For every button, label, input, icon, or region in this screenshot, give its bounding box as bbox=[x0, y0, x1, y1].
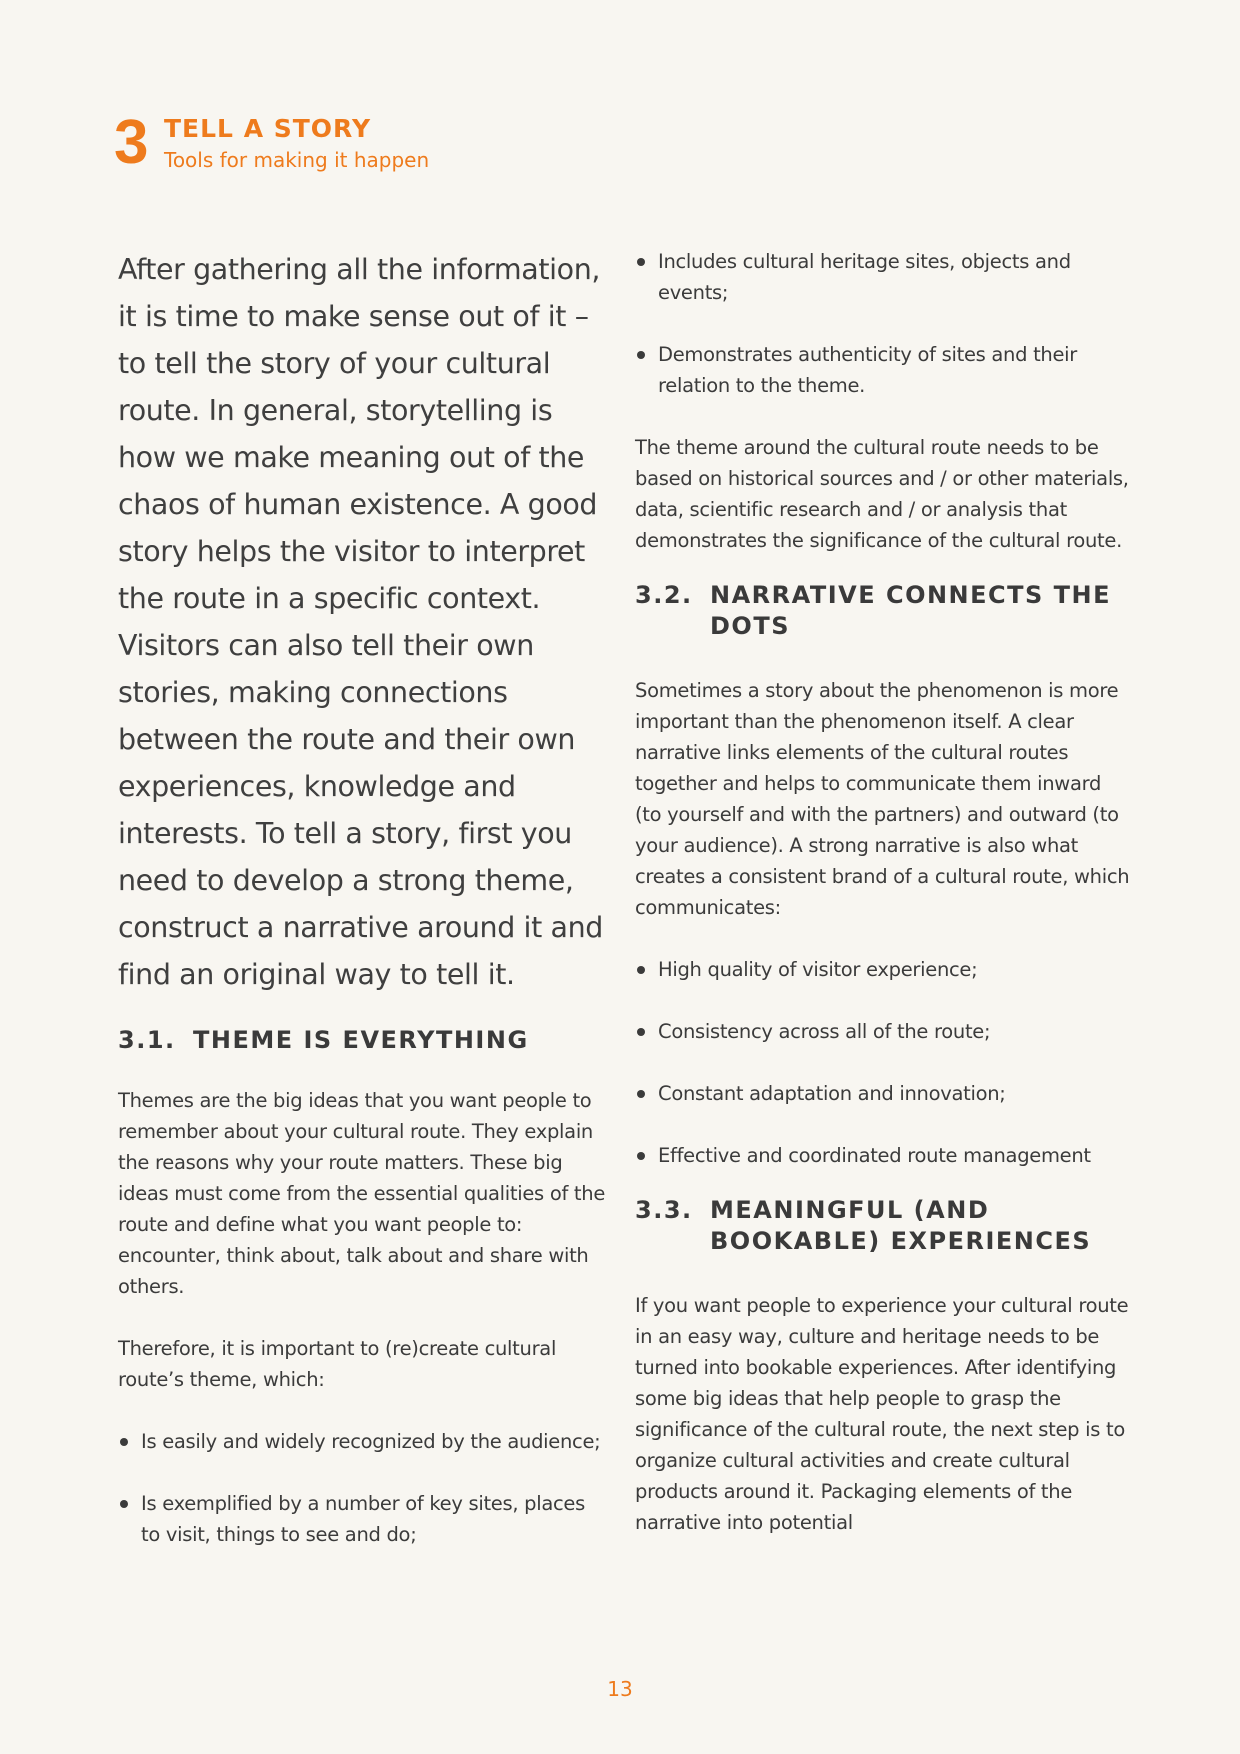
bullet-icon bbox=[637, 258, 645, 266]
left-column bbox=[118, 246, 608, 1550]
section-number: 3.1. bbox=[118, 1026, 176, 1054]
section-number: 3.2. bbox=[635, 581, 693, 609]
intro-paragraph: After gathering all the information, it is time to make sense out of it – to tell the story of your cultural route. In general, storytelling is how we make meaning out of the chaos of human existence. A good story helps the visitor to interpret the route in a specific context. Visitors can also tell their own stories, making connections between the route and their own experiences, knowledge and interests. To tell a story, first you need to develop a strong theme, construct a narrative around it and find an original way to tell it. bbox=[118, 253, 603, 991]
list-item: Constant adaptation and innovation; bbox=[635, 1078, 1133, 1109]
bullet-icon bbox=[637, 1152, 645, 1160]
section-title: NARRATIVE CONNECTS THE DOTS bbox=[710, 581, 1112, 640]
chapter-title: TELL A STORY bbox=[164, 114, 372, 143]
list-item: Demonstrates authenticity of sites and their relation to the theme. bbox=[635, 339, 1133, 401]
section-title: MEANINGFUL (AND BOOKABLE) EXPERIENCES bbox=[710, 1196, 1092, 1255]
body-paragraph: Therefore, it is important to (re)create cultural route’s theme, which: bbox=[118, 1337, 557, 1391]
body-paragraph: The theme around the cultural route needs to be based on historical sources and / or other materials, data, scientific research and / or analysis that demonstrates the significance of the cultural route. bbox=[635, 436, 1129, 552]
section-heading-3-3 bbox=[635, 1195, 1133, 1257]
section-number: 3.3. bbox=[635, 1196, 693, 1224]
bullet-icon bbox=[120, 1500, 128, 1508]
bullet-icon bbox=[637, 966, 645, 974]
list-item: Includes cultural heritage sites, objects and events; bbox=[635, 246, 1133, 308]
brand-qualities-list bbox=[635, 954, 1133, 1171]
list-item: Is exemplified by a number of key sites, places to visit, things to see and do; bbox=[118, 1488, 608, 1550]
list-item: High quality of visitor experience; bbox=[635, 954, 1133, 985]
section-heading-3-2 bbox=[635, 580, 1133, 642]
bullet-icon bbox=[637, 1028, 645, 1036]
theme-criteria-list-right bbox=[635, 246, 1133, 401]
chapter-number: 3 bbox=[114, 108, 149, 177]
list-item: Consistency across all of the route; bbox=[635, 1016, 1133, 1047]
bullet-icon bbox=[637, 1090, 645, 1098]
list-item: Effective and coordinated route management bbox=[635, 1140, 1133, 1171]
list-item: Is easily and widely recognized by the audience; bbox=[118, 1426, 608, 1457]
section-heading-3-1 bbox=[118, 1025, 608, 1056]
section-title: THEME IS EVERYTHING bbox=[193, 1026, 529, 1054]
body-paragraph: If you want people to experience your cultural route in an easy way, culture and heritage needs to be turned into bookable experiences. After identifying some big ideas that help people to grasp the significance of the cultural route, the next step is to organize cultural activities and create cultural products around it. Packaging elements of the narrative into potential bbox=[635, 1294, 1129, 1534]
page-number: 13 bbox=[607, 1677, 633, 1701]
bullet-icon bbox=[637, 351, 645, 359]
chapter-subtitle: Tools for making it happen bbox=[164, 148, 430, 172]
right-column bbox=[635, 246, 1133, 1538]
bullet-icon bbox=[120, 1438, 128, 1446]
body-paragraph: Sometimes a story about the phenomenon is more important than the phenomenon itself. A clear narrative links elements of the cultural routes together and helps to communicate them inward (to yourself and with the partners) and outward (to your audience). A strong narrative is also what creates a consistent brand of a cultural route, which communicates: bbox=[635, 679, 1130, 919]
body-paragraph: Themes are the big ideas that you want people to remember about your cultural route. They explain the reasons why your route matters. These big ideas must come from the essential qualities of the route and define what you want people to: encounter, think about, talk about and share with others. bbox=[118, 1089, 606, 1298]
theme-criteria-list-left bbox=[118, 1426, 608, 1550]
